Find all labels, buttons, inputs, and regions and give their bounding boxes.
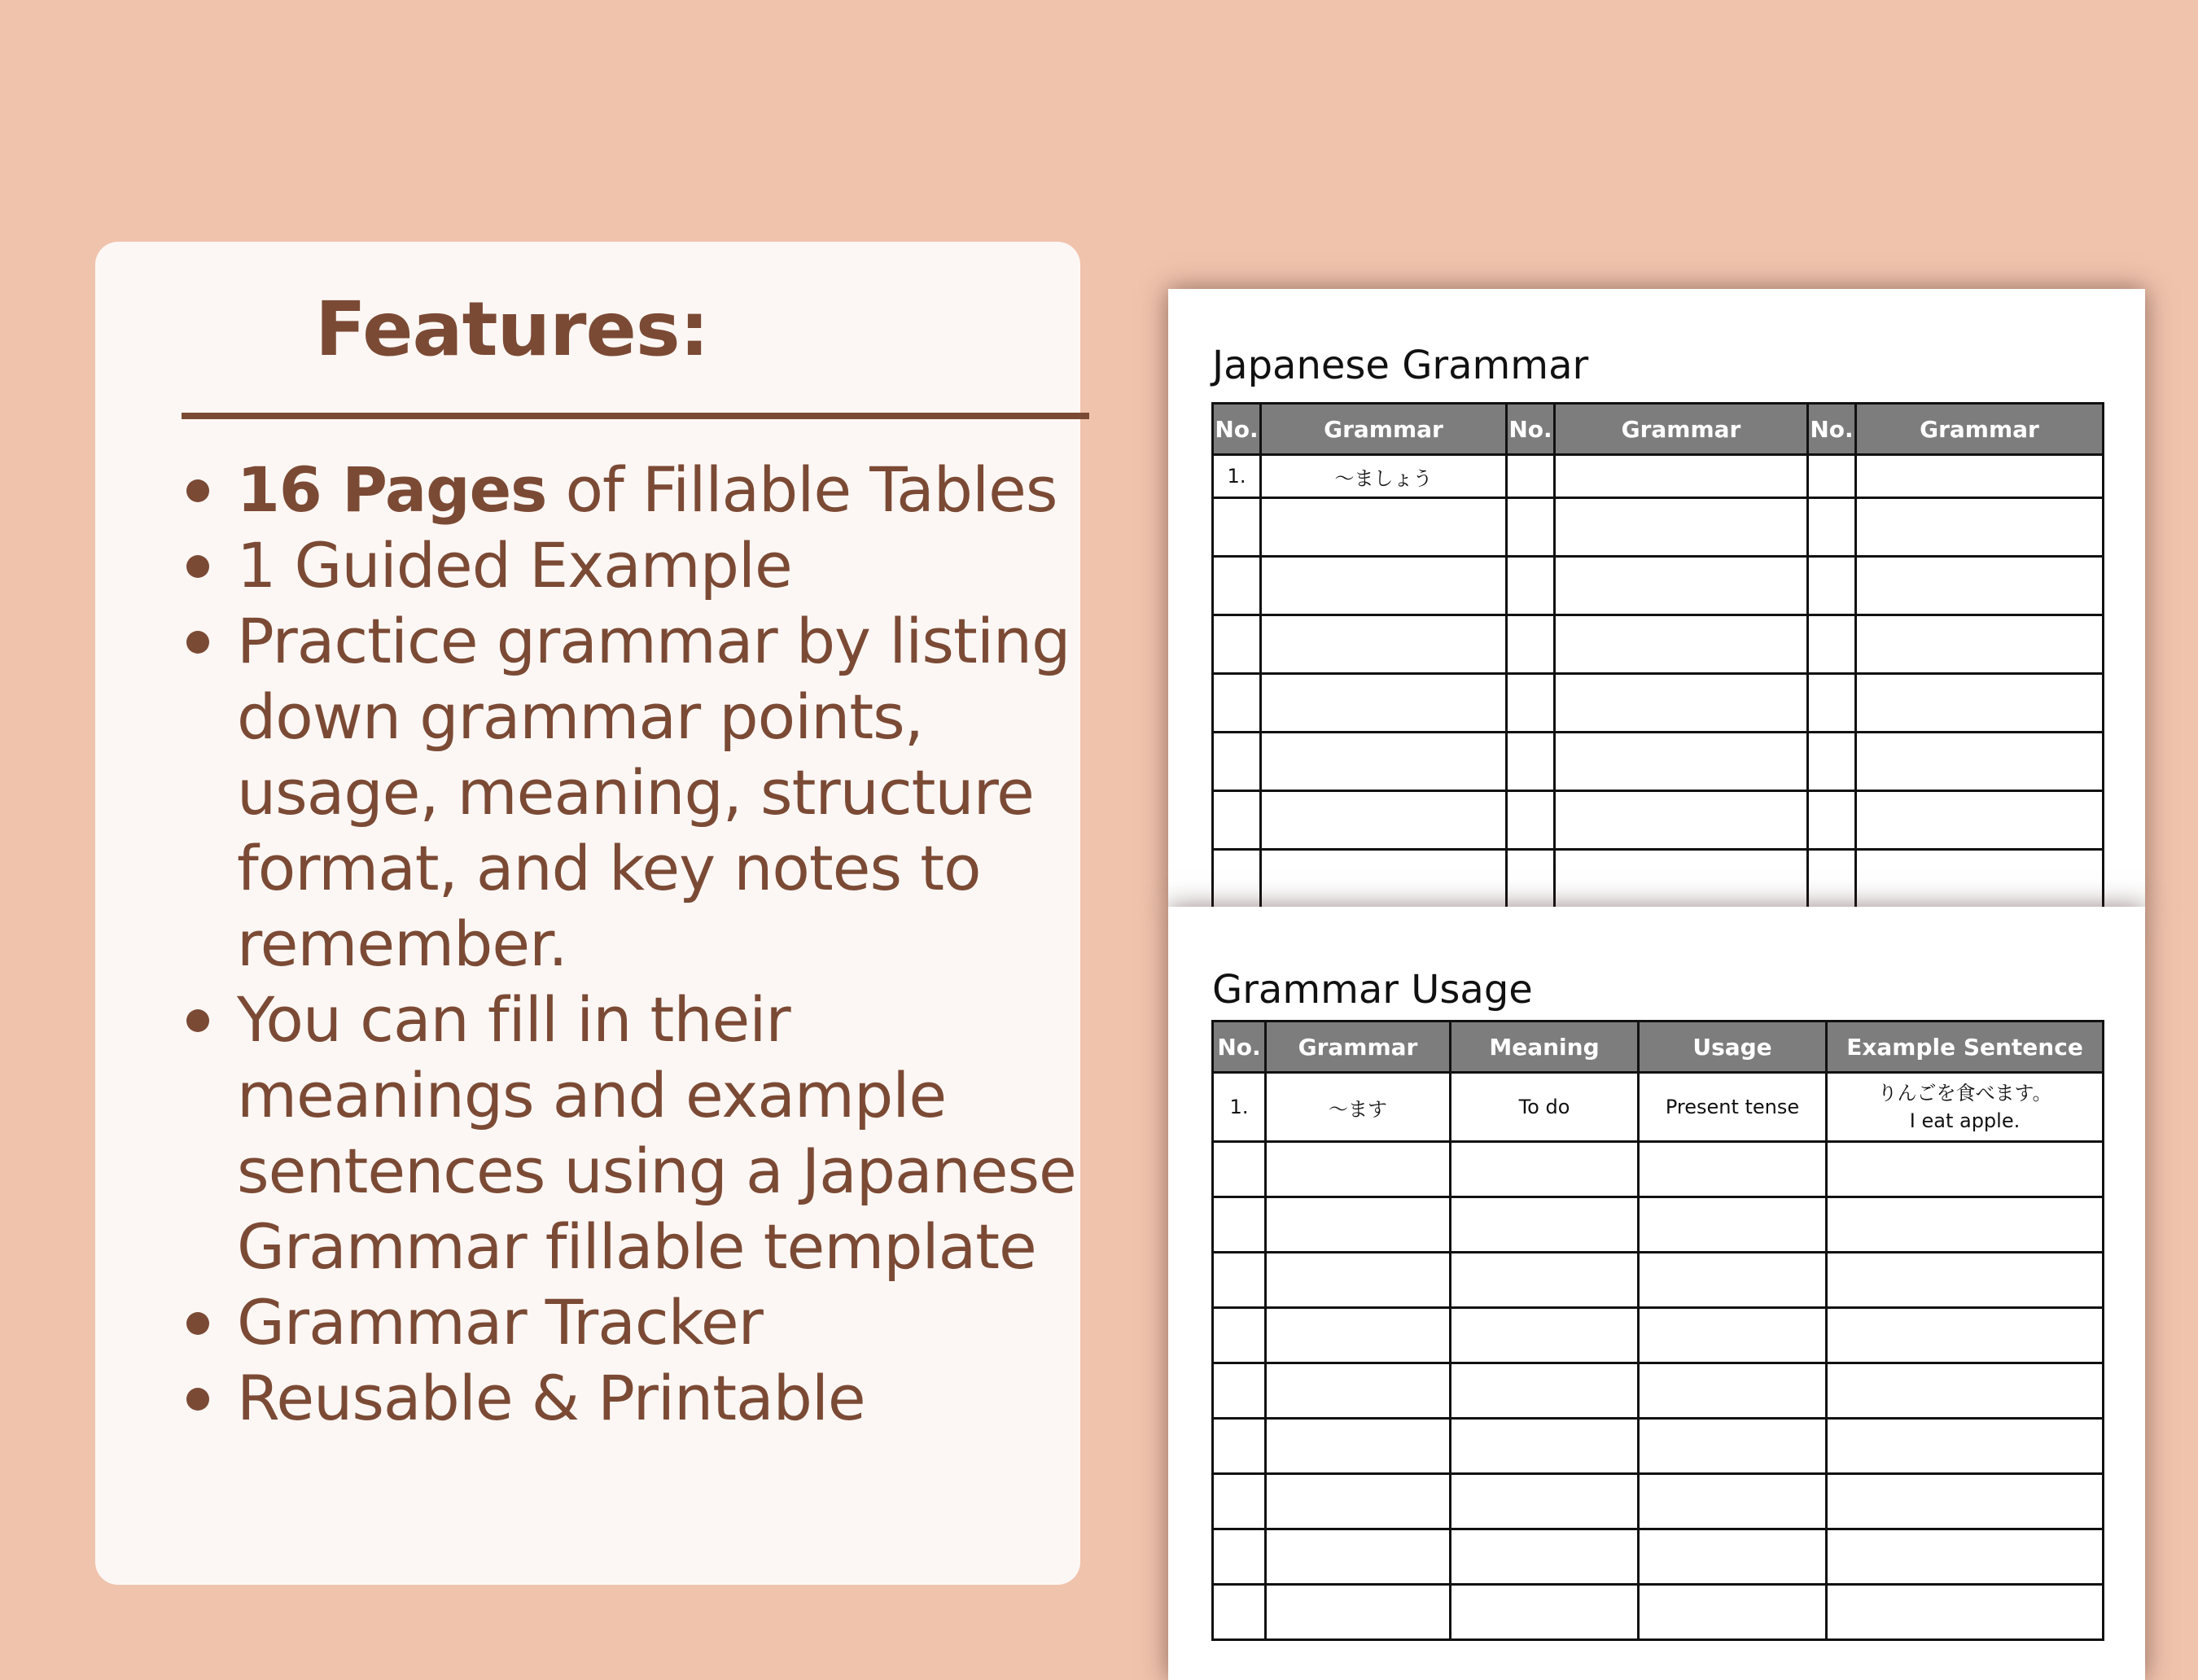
- table-cell[interactable]: [1213, 674, 1261, 733]
- table-cell[interactable]: [1213, 1585, 1266, 1640]
- table-cell[interactable]: [1507, 615, 1555, 674]
- table-cell[interactable]: [1451, 1474, 1639, 1529]
- table-cell[interactable]: [1639, 1474, 1827, 1529]
- table-header-row: [1213, 1022, 2104, 1073]
- table-cell[interactable]: [1639, 1529, 1827, 1585]
- table-cell[interactable]: [1213, 850, 1261, 908]
- table-cell[interactable]: 〜ます: [1266, 1073, 1451, 1142]
- feature-item: [182, 603, 1077, 982]
- table-cell[interactable]: [1213, 733, 1261, 791]
- japanese-grammar-sheet: [1168, 289, 2145, 908]
- table-row: [1213, 1308, 2104, 1363]
- table-cell[interactable]: [1266, 1474, 1451, 1529]
- title-divider: [182, 413, 1089, 419]
- table-cell[interactable]: [1451, 1529, 1639, 1585]
- table-cell[interactable]: [1261, 498, 1507, 557]
- features-list: [182, 452, 1077, 1436]
- table-cell[interactable]: [1507, 850, 1555, 908]
- table-cell[interactable]: [1827, 1363, 2104, 1419]
- table-cell[interactable]: 1.: [1213, 1073, 1266, 1142]
- table-cell[interactable]: [1808, 850, 1856, 908]
- column-header: No.: [1213, 1022, 1266, 1073]
- column-header: No.: [1213, 404, 1261, 455]
- feature-text: 1 Guided Example: [237, 529, 792, 602]
- table-cell[interactable]: [1213, 1197, 1266, 1253]
- column-header: No.: [1808, 404, 1856, 455]
- table-cell[interactable]: [1261, 615, 1507, 674]
- usage-table: [1211, 1020, 2104, 1641]
- table-cell[interactable]: [1808, 498, 1856, 557]
- table-cell[interactable]: [1507, 455, 1555, 498]
- column-header: Grammar: [1555, 404, 1808, 455]
- table-cell[interactable]: [1827, 1529, 2104, 1585]
- table-cell[interactable]: [1507, 733, 1555, 791]
- table-row: [1213, 674, 2104, 733]
- feature-item: [182, 982, 1077, 1284]
- table-cell[interactable]: [1507, 498, 1555, 557]
- table-cell[interactable]: [1213, 1142, 1266, 1197]
- table-cell[interactable]: [1451, 1197, 1639, 1253]
- table-cell[interactable]: [1451, 1308, 1639, 1363]
- table-row: [1213, 1585, 2104, 1640]
- table-cell[interactable]: [1827, 1585, 2104, 1640]
- table-cell[interactable]: [1639, 1585, 1827, 1640]
- table-cell[interactable]: [1507, 674, 1555, 733]
- table-row: [1213, 850, 2104, 908]
- grammar-table: [1211, 402, 2104, 908]
- column-header: Example Sentence: [1827, 1022, 2104, 1073]
- table-cell[interactable]: 1.: [1213, 455, 1261, 498]
- feature-text: Practice grammar by listing down grammar points, usage, meaning, structure format, and key notes to remember.: [237, 605, 1071, 980]
- table-cell[interactable]: [1261, 557, 1507, 615]
- sheet-title: Japanese Grammar: [1212, 343, 1589, 388]
- table-cell[interactable]: [1639, 1253, 1827, 1308]
- table-cell[interactable]: [1639, 1419, 1827, 1474]
- table-cell[interactable]: [1827, 1419, 2104, 1474]
- table-cell[interactable]: [1856, 850, 2104, 908]
- table-cell[interactable]: [1266, 1308, 1451, 1363]
- table-cell[interactable]: [1213, 1253, 1266, 1308]
- table-cell[interactable]: [1507, 557, 1555, 615]
- table-cell[interactable]: [1213, 1419, 1266, 1474]
- table-row: [1213, 1253, 2104, 1308]
- table-cell[interactable]: [1555, 557, 1808, 615]
- table-cell[interactable]: [1213, 498, 1261, 557]
- table-cell[interactable]: [1856, 498, 2104, 557]
- feature-text: You can fill in their meanings and example sentences using a Japanese Grammar fillable template: [237, 983, 1076, 1283]
- table-cell[interactable]: [1213, 1308, 1266, 1363]
- table-cell[interactable]: [1213, 1474, 1266, 1529]
- table-cell[interactable]: [1261, 674, 1507, 733]
- table-cell[interactable]: [1808, 455, 1856, 498]
- table-cell[interactable]: [1555, 733, 1808, 791]
- table-cell[interactable]: [1808, 674, 1856, 733]
- table-cell[interactable]: [1639, 1197, 1827, 1253]
- table-cell[interactable]: [1856, 733, 2104, 791]
- table-cell[interactable]: [1827, 1142, 2104, 1197]
- column-header: No.: [1507, 404, 1555, 455]
- feature-text: Grammar Tracker: [237, 1286, 763, 1358]
- column-header: Grammar: [1266, 1022, 1451, 1073]
- table-cell[interactable]: [1555, 498, 1808, 557]
- table-cell[interactable]: [1555, 674, 1808, 733]
- table-cell[interactable]: [1266, 1529, 1451, 1585]
- table-cell[interactable]: [1827, 1253, 2104, 1308]
- feature-text: Reusable & Printable: [237, 1362, 865, 1434]
- table-cell[interactable]: [1451, 1585, 1639, 1640]
- table-cell[interactable]: [1213, 1363, 1266, 1419]
- table-cell[interactable]: [1555, 615, 1808, 674]
- table-cell[interactable]: [1827, 1073, 2104, 1142]
- table-cell[interactable]: [1213, 557, 1261, 615]
- table-cell[interactable]: 〜ましょう: [1261, 455, 1507, 498]
- table-cell[interactable]: [1856, 455, 2104, 498]
- table-cell[interactable]: [1266, 1253, 1451, 1308]
- table-cell[interactable]: [1856, 791, 2104, 850]
- table-row: [1213, 1419, 2104, 1474]
- table-cell[interactable]: [1808, 733, 1856, 791]
- table-cell[interactable]: [1827, 1308, 2104, 1363]
- table-cell[interactable]: [1266, 1142, 1451, 1197]
- table-cell[interactable]: To do: [1451, 1073, 1639, 1142]
- table-row: [1213, 1073, 2104, 1142]
- table-cell[interactable]: [1639, 1142, 1827, 1197]
- table-row: [1213, 557, 2104, 615]
- table-cell[interactable]: [1266, 1363, 1451, 1419]
- table-cell[interactable]: [1451, 1419, 1639, 1474]
- table-cell[interactable]: [1261, 733, 1507, 791]
- table-cell[interactable]: [1555, 850, 1808, 908]
- feature-bold: 16 Pages: [237, 453, 547, 526]
- table-cell[interactable]: [1555, 455, 1808, 498]
- example-sentence-jp: りんごを食べます。: [1877, 1082, 2052, 1105]
- table-row: [1213, 1197, 2104, 1253]
- table-cell[interactable]: [1261, 791, 1507, 850]
- table-cell[interactable]: [1827, 1474, 2104, 1529]
- example-sentence-en: I eat apple.: [1909, 1109, 2021, 1132]
- table-cell[interactable]: [1856, 615, 2104, 674]
- table-row: [1213, 791, 2104, 850]
- table-cell[interactable]: [1808, 557, 1856, 615]
- table-row: [1213, 498, 2104, 557]
- table-cell[interactable]: [1213, 615, 1261, 674]
- sheet-title: Grammar Usage: [1212, 967, 1533, 1013]
- table-cell[interactable]: [1213, 791, 1261, 850]
- column-header: Grammar: [1261, 404, 1507, 455]
- table-header-row: [1213, 404, 2104, 455]
- table-row: [1213, 1142, 2104, 1197]
- table-cell[interactable]: [1639, 1308, 1827, 1363]
- feature-item: [182, 1360, 1077, 1436]
- table-row: [1213, 733, 2104, 791]
- table-cell[interactable]: [1555, 791, 1808, 850]
- feature-text: of Fillable Tables: [546, 453, 1057, 526]
- table-cell[interactable]: Present tense: [1639, 1073, 1827, 1142]
- table-row: [1213, 1363, 2104, 1419]
- grammar-usage-sheet: [1168, 907, 2145, 1680]
- table-cell[interactable]: [1808, 791, 1856, 850]
- column-header: Meaning: [1451, 1022, 1639, 1073]
- table-row: [1213, 455, 2104, 498]
- table-cell[interactable]: [1266, 1197, 1451, 1253]
- feature-item: [182, 527, 1077, 603]
- table-cell[interactable]: [1451, 1253, 1639, 1308]
- table-row: [1213, 1529, 2104, 1585]
- column-header: Usage: [1639, 1022, 1827, 1073]
- feature-item: [182, 452, 1077, 527]
- table-cell[interactable]: [1266, 1585, 1451, 1640]
- column-header: Grammar: [1856, 404, 2104, 455]
- table-cell[interactable]: [1266, 1419, 1451, 1474]
- table-row: [1213, 1474, 2104, 1529]
- table-cell[interactable]: [1808, 615, 1856, 674]
- table-cell[interactable]: [1451, 1363, 1639, 1419]
- table-cell[interactable]: [1827, 1197, 2104, 1253]
- table-cell[interactable]: [1261, 850, 1507, 908]
- table-cell[interactable]: [1856, 674, 2104, 733]
- table-row: [1213, 615, 2104, 674]
- feature-item: [182, 1284, 1077, 1360]
- table-cell[interactable]: [1213, 1529, 1266, 1585]
- table-cell[interactable]: [1451, 1142, 1639, 1197]
- table-cell[interactable]: [1856, 557, 2104, 615]
- table-cell[interactable]: [1639, 1363, 1827, 1419]
- table-cell[interactable]: [1507, 791, 1555, 850]
- features-title: Features:: [315, 286, 709, 373]
- features-card: [95, 242, 1080, 1585]
